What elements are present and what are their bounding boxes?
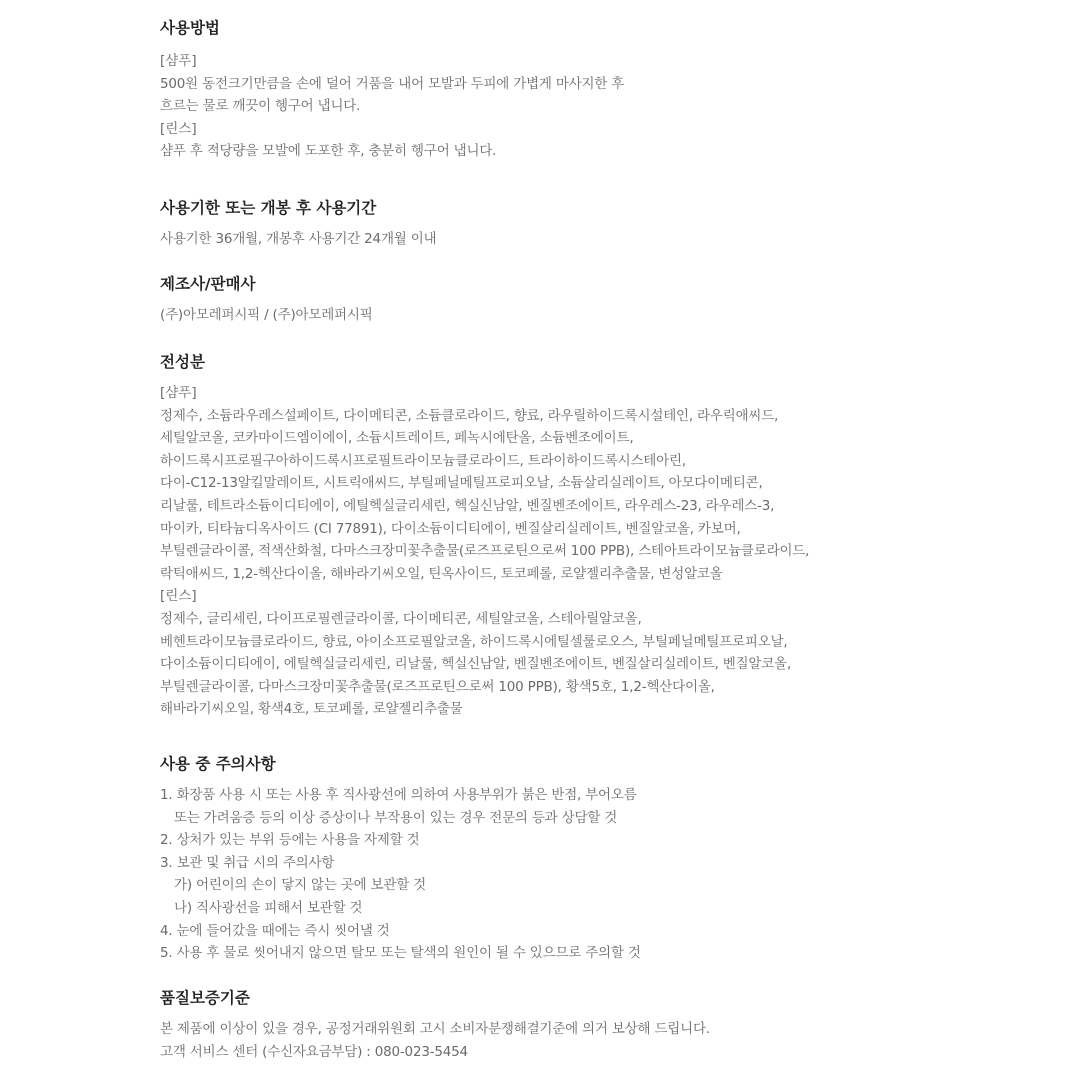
expiry-text: 사용기한 36개월, 개봉후 사용기간 24개월 이내 — [160, 231, 437, 247]
caution-item: 가) 어린이의 손이 닿지 않는 곳에 보관할 것 — [174, 877, 427, 894]
usage-title: 사용방법 — [160, 19, 220, 37]
usage-shampoo-label: [샴푸] — [160, 53, 197, 69]
quality-text: 본 제품에 이상이 있을 경우, 공정거래위원회 고시 소비자분쟁해결기준에 의거 보상해 드립니다. — [160, 1021, 710, 1037]
ingredients-shampoo-line: 다이-C12-13알킬말레이트, 시트릭애씨드, 부틸페닐메틸프로피오날, 소듐살리실레이트, 아모다이메티콘, — [160, 475, 763, 492]
ingredients-rinse-line: 다이소듐이디티에이, 에틸헥실글리세린, 리날룰, 헥실신남알, 벤질벤조에이트, 벤질살리실레이트, 벤질알코올, — [160, 656, 792, 673]
ingredients-shampoo-line: 세틸알코올, 코카마이드엠이에이, 소듐시트레이트, 페녹시에탄올, 소듐벤조에이트, — [160, 430, 634, 447]
customer-service-text: 고객 서비스 센터 (수신자요금부담) : 080-023-5454 — [160, 1043, 468, 1060]
caution-item: 5. 사용 후 물로 씻어내지 않으면 탈모 또는 탈색의 원인이 될 수 있으므로 주의할 것 — [160, 945, 641, 962]
expiry-title: 사용기한 또는 개봉 후 사용기간 — [160, 199, 377, 217]
usage-section — [160, 16, 1060, 163]
ingredients-rinse-label: [린스] — [160, 588, 197, 605]
ingredients-rinse-line: 정제수, 글리세린, 다이프로필렌글라이콜, 다이메티콘, 세틸알코올, 스테아릴알코올, — [160, 610, 642, 627]
ingredients-title: 전성분 — [160, 353, 205, 371]
ingredients-shampoo-line: 리날룰, 테트라소듐이디티에이, 에틸헥실글리세린, 헥실신남알, 벤질벤조에이트, 라우레스-23, 라우레스-3, — [160, 497, 775, 514]
maker-title: 제조사/판매사 — [160, 275, 256, 293]
ingredients-rinse-line: 베헨트라이모늄클로라이드, 향료, 아이소프로필알코올, 하이드록시에틸셀룰로오스, 부틸페닐메틸프로피오날, — [160, 633, 788, 650]
caution-item: 3. 보관 및 취급 시의 주의사항 — [160, 854, 335, 871]
maker-section — [160, 272, 1060, 327]
caution-item: 1. 화장품 사용 시 또는 사용 후 직사광선에 의하여 사용부위가 붉은 반점, 부어오름 — [160, 787, 637, 803]
caution-item: 나) 직사광선을 피해서 보관할 것 — [174, 899, 363, 916]
expiry-section — [160, 196, 1060, 251]
maker-text: (주)아모레퍼시픽 / (주)아모레퍼시픽 — [160, 307, 373, 323]
ingredients-shampoo-line: 정제수, 소듐라우레스설페이트, 다이메티콘, 소듐클로라이드, 향료, 라우릴하이드록시설테인, 라우릭애씨드, — [160, 407, 779, 424]
ingredients-shampoo-line: 하이드록시프로필구아하이드록시프로필트라이모늄클로라이드, 트라이하이드록시스테아린, — [160, 452, 686, 469]
usage-rinse-line: 샴푸 후 적당량을 모발에 도포한 후, 충분히 헹구어 냅니다. — [160, 143, 497, 160]
quality-section — [160, 986, 1060, 1063]
ingredients-section — [160, 350, 1060, 721]
ingredients-shampoo-line: 마이카, 티타늄디옥사이드 (CI 77891), 다이소듐이디티에이, 벤질살리실레이트, 벤질알코올, 카보머, — [160, 520, 741, 537]
ingredients-rinse-line: 부틸렌글라이콜, 다마스크장미꽃추출물(로즈프로틴으로써 100 PPB), 황색5호, 1,2-헥산다이올, — [160, 678, 715, 695]
cautions-section — [160, 752, 1060, 965]
ingredients-shampoo-label: [샴푸] — [160, 385, 197, 401]
caution-item: 2. 상처가 있는 부위 등에는 사용을 자제할 것 — [160, 832, 420, 849]
usage-shampoo-line: 흐르는 물로 깨끗이 헹구어 냅니다. — [160, 98, 361, 115]
ingredients-shampoo-line: 락틱애씨드, 1,2-헥산다이올, 해바라기씨오일, 틴옥사이드, 토코페롤, 로얄젤리추출물, 변성알코올 — [160, 565, 723, 582]
ingredients-rinse-line: 해바라기씨오일, 황색4호, 토코페롤, 로얄젤리추출물 — [160, 701, 463, 718]
quality-title: 품질보증기준 — [160, 989, 250, 1007]
caution-item: 또는 가려움증 등의 이상 증상이나 부작용이 있는 경우 전문의 등과 상담할 것 — [174, 809, 618, 826]
usage-shampoo-line: 500원 동전크기만큼을 손에 덜어 거품을 내어 모발과 두피에 가볍게 마사지한 후 — [160, 75, 625, 92]
usage-rinse-label: [린스] — [160, 120, 197, 137]
cautions-title: 사용 중 주의사항 — [160, 755, 276, 773]
ingredients-shampoo-line: 부틸렌글라이콜, 적색산화철, 다마스크장미꽃추출물(로즈프로틴으로써 100 PPB), 스테아트라이모늄클로라이드, — [160, 543, 810, 560]
caution-item: 4. 눈에 들어갔을 때에는 즉시 씻어낼 것 — [160, 922, 390, 939]
